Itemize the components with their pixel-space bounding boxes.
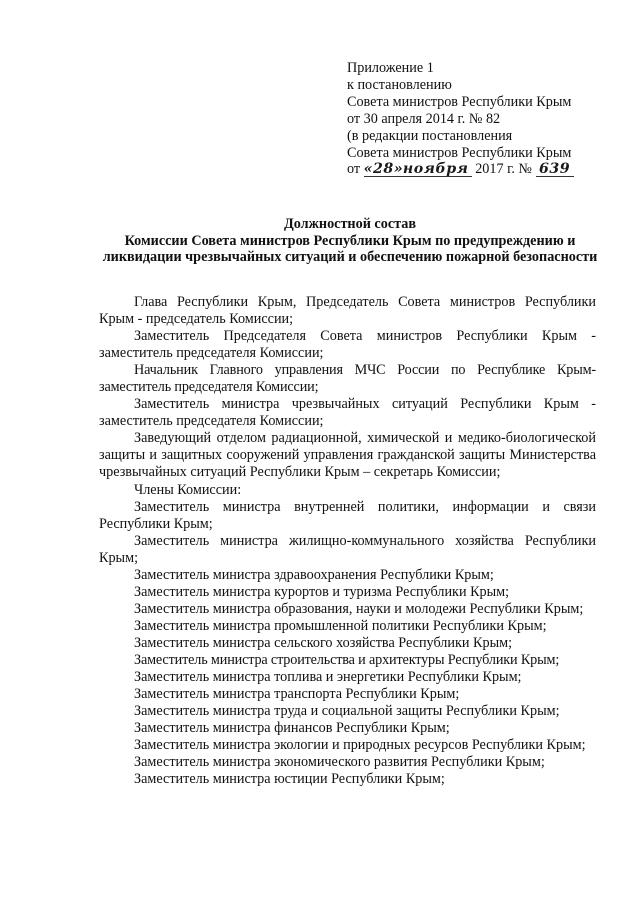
date-year: 2017 г. № [475, 161, 532, 178]
appendix-line: Приложение 1 [347, 60, 434, 76]
members-heading: Члены Комиссии: [134, 481, 242, 498]
handwritten-number: 639 [536, 162, 574, 177]
appendix-line: Совета министров Республики Крым [347, 144, 572, 161]
list-item: Заместитель министра юстиции Республики Крым; [134, 771, 445, 788]
list-item: Заместитель министра чрезвычайных ситуаций Республики Крым - заместитель председателя Комиссии; [99, 396, 596, 430]
list-item: Заместитель министра здравоохранения Республики Крым; [134, 566, 494, 583]
list-item: Заместитель министра жилищно-коммунального хозяйства Республики Крым; [99, 532, 596, 566]
appendix-line: (в редакции постановления [347, 127, 513, 144]
list-item: Заместитель министра транспорта Республики Крым; [134, 686, 460, 703]
list-item: Заместитель министра финансов Республики Крым; [134, 720, 450, 737]
handwritten-month: ноября [400, 162, 472, 177]
list-item: Заместитель министра труда и социальной защиты Республики Крым; [134, 703, 560, 720]
appendix-line: к постановлению [347, 76, 452, 93]
list-item: Заместитель министра промышленной политики Республики Крым; [134, 617, 547, 634]
heading-subtitle: Комиссии Совета министров Республики Крым по предупреждению и ликвидации чрезвычайных ситуаций и обеспечению пожарной безопасности [102, 232, 598, 265]
list-item: Начальник Главного управления МЧС России по Республике Крым-заместитель председателя Комиссии; [99, 362, 596, 396]
list-item: Заместитель министра экологии и природных ресурсов Республики Крым; [134, 737, 586, 754]
list-item: Заместитель министра курортов и туризма Республики Крым; [134, 583, 510, 600]
appendix-line: Совета министров Республики Крым [347, 93, 572, 110]
document-heading [100, 216, 600, 266]
list-item: Заместитель министра образования, науки и молодежи Республики Крым; [134, 600, 584, 617]
appendix-line: от 30 апреля 2014 г. № 82 [347, 110, 501, 127]
member-list [99, 294, 596, 788]
list-item: Заместитель министра строительства и архитектуры Республики Крым; [134, 651, 560, 668]
list-item: Заместитель Председателя Совета министров Республики Крым - заместитель председателя Комиссии; [99, 328, 596, 362]
appendix-date-line [347, 161, 617, 178]
list-item: Заместитель министра топлива и энергетики Республики Крым; [134, 669, 522, 686]
handwritten-day: «28» [363, 161, 404, 178]
date-prefix: от [347, 161, 361, 178]
list-item: Глава Республики Крым, Председатель Совета министров Республики Крым - председатель Комиссии; [99, 294, 596, 328]
heading-title: Должностной состав [283, 216, 417, 232]
list-item: Заместитель министра экономического развития Республики Крым; [134, 754, 545, 771]
list-item: Заведующий отделом радиационной, химической и медико-биологической защиты и защитных сооружений управления гражданской защиты Министерства чрезвычайных ситуаций Республики Крым – секретарь Комиссии; [99, 430, 596, 481]
list-item: Заместитель министра сельского хозяйства Республики Крым; [134, 634, 513, 651]
list-item: Заместитель министра внутренней политики, информации и связи Республики Крым; [99, 498, 596, 532]
appendix-block [347, 60, 617, 178]
